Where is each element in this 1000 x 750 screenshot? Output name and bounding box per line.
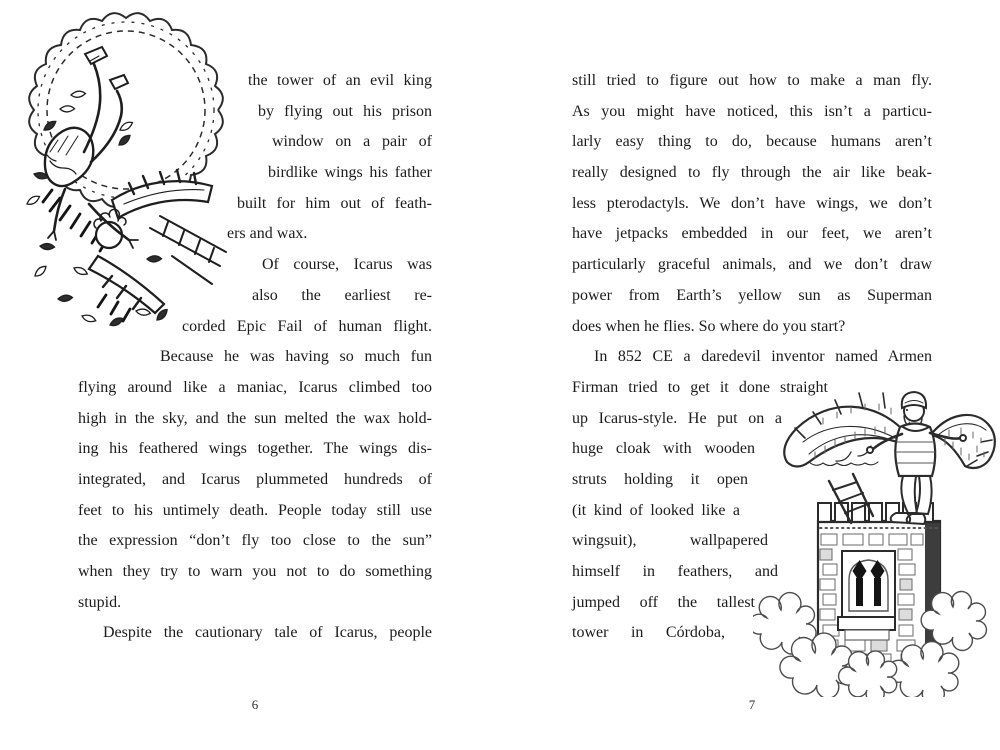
text-line: As you might have noticed, this isn’t a particu- <box>572 102 932 120</box>
text-line: struts holding it open <box>572 470 748 488</box>
text-line: ers and wax. <box>227 225 308 243</box>
text-line: also the earliest re- <box>252 286 432 304</box>
left-page-text <box>78 66 432 649</box>
text-line: still tried to figure out how to make a man fly. <box>572 72 932 89</box>
text-line: when they try to warn you not to do something <box>78 563 432 580</box>
text-line: window on a pair of <box>272 133 432 151</box>
text-line: integrated, and Icarus plummeted hundreds of <box>78 470 432 488</box>
text-line: tower in Córdoba, <box>572 624 725 642</box>
text-line: jumped off the tallest <box>572 593 755 611</box>
text-line: the tower of an evil king <box>248 72 432 89</box>
text-line: less pterodactyls. We don’t have wings, we don’t <box>572 194 932 212</box>
text-line: In 852 CE a daredevil inventor named Armen <box>594 348 932 366</box>
text-line: by flying out his prison <box>258 102 432 120</box>
text-line: Because he was having so much fun <box>160 348 432 366</box>
text-line: Firman tried to get it done straight <box>572 378 828 396</box>
text-line: wingsuit), wallpapered <box>572 532 768 550</box>
page-number-right: 7 <box>748 697 756 712</box>
text-line: particularly graceful animals, and we don’t draw <box>572 256 932 274</box>
text-line: birdlike wings his father <box>268 164 432 182</box>
text-line: high in the sky, and the sun melted the wax hold- <box>78 409 432 427</box>
text-line: (it kind of looked like a <box>572 501 740 519</box>
page-number-left: 6 <box>251 697 259 712</box>
text-line: power from Earth’s yellow sun as Superman <box>572 286 932 304</box>
text-line: the expression “don’t fly too close to the sun” <box>78 532 432 550</box>
text-line: Despite the cautionary tale of Icarus, people <box>103 624 432 642</box>
text-line: built for him out of feath- <box>237 194 432 212</box>
right-page-text <box>572 66 932 649</box>
text-line: corded Epic Fail of human flight. <box>182 317 432 335</box>
text-line: Of course, Icarus was <box>262 256 432 274</box>
text-line: have jetpacks embedded in our feet, we aren’t <box>572 225 932 243</box>
text-line: huge cloak with wooden <box>572 440 755 458</box>
text-line: ing his feathered wings together. The wings dis- <box>78 440 432 458</box>
text-line: flying around like a maniac, Icarus climbed too <box>78 378 432 396</box>
text-line: up Icarus-style. He put on a <box>572 409 782 427</box>
text-line: stupid. <box>78 593 122 611</box>
text-line: larly easy thing to do, because humans aren’t <box>572 133 932 151</box>
text-line: really designed to fly through the air like beak- <box>572 164 932 182</box>
text-line: himself in feathers, and <box>572 563 778 580</box>
text-line: does when he flies. So where do you start? <box>572 317 846 335</box>
text-line: feet to his untimely death. People today still use <box>78 501 432 519</box>
